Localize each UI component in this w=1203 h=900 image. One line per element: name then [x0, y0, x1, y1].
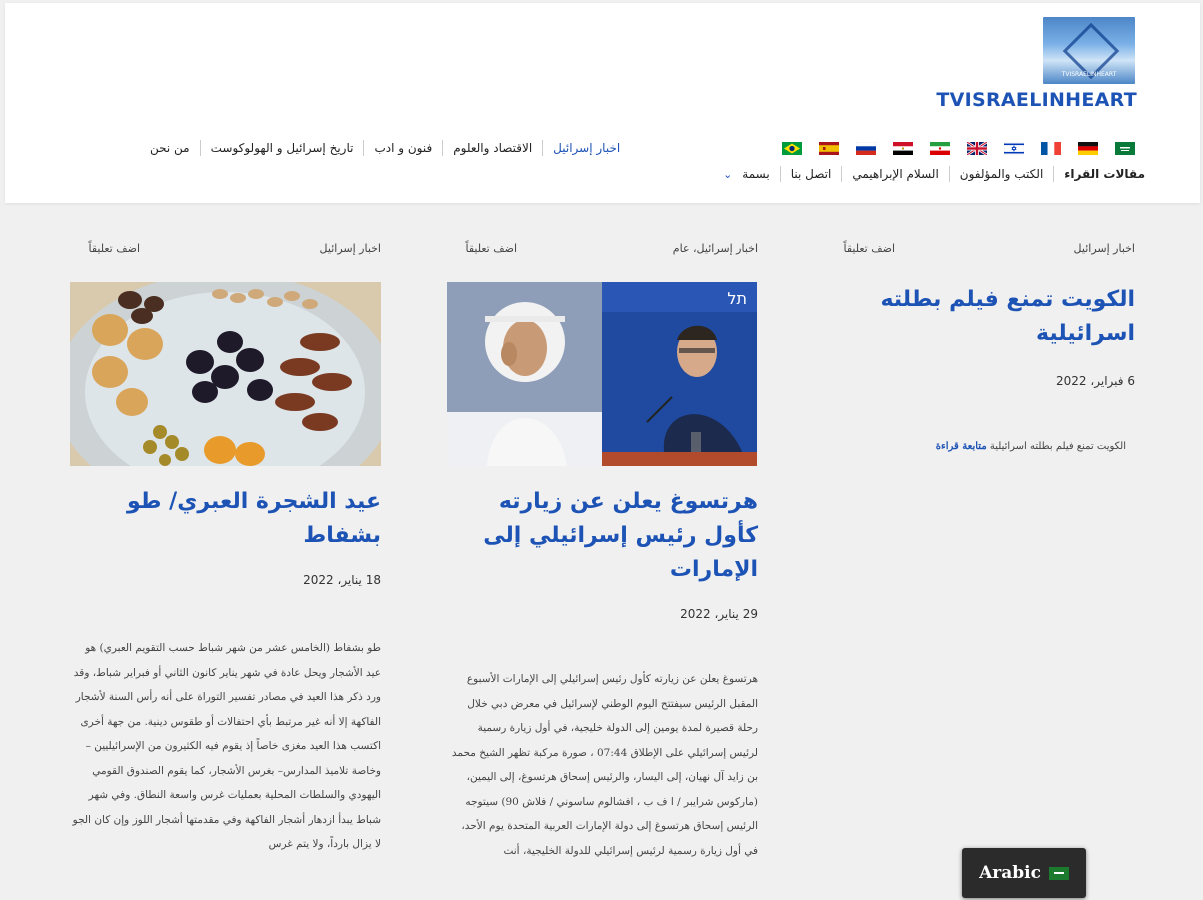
post-category[interactable]: اخبار إسرائيل — [1073, 242, 1135, 255]
svg-text:תל: תל — [727, 289, 747, 308]
add-comment-link[interactable]: اضف تعليقاً — [465, 242, 517, 255]
nav-contact-us[interactable]: اتصل بنا — [790, 167, 832, 181]
nav-divider — [780, 166, 781, 182]
flag-spain-icon[interactable] — [819, 142, 839, 155]
post-excerpt — [836, 435, 1126, 460]
flag-egypt-icon[interactable] — [893, 142, 913, 155]
flag-russia-icon[interactable] — [856, 142, 876, 155]
nav-divider — [442, 140, 443, 156]
herzog-mbz-image — [447, 282, 757, 466]
nav-arts-literature[interactable]: فنون و ادب — [374, 141, 433, 155]
language-label: Arabic — [979, 863, 1041, 883]
read-more-link[interactable]: متابعة قراءة — [935, 441, 987, 452]
post-title[interactable]: عيد الشجرة العبري/ طو بشفاط — [126, 489, 381, 548]
nav-israel-news[interactable]: اخبار إسرائيل — [553, 141, 621, 155]
nav-about-us[interactable]: من نحن — [150, 141, 190, 155]
flag-france-icon[interactable] — [1041, 142, 1061, 155]
nav-divider — [841, 166, 842, 182]
post-excerpt-text: الكويت تمنع فيلم بطلته اسرائيلية — [989, 441, 1126, 452]
main-nav — [150, 140, 620, 156]
flag-saudi-icon — [1049, 867, 1069, 880]
nav-divider — [1053, 166, 1054, 182]
chevron-down-icon[interactable]: ⌄ — [723, 167, 733, 181]
nav-economy-science[interactable]: الاقتصاد والعلوم — [453, 141, 533, 155]
nav-divider — [200, 140, 201, 156]
post-title[interactable]: الكويت تمنع فيلم بطلته اسرائيلية — [880, 287, 1135, 346]
flag-saudi-icon[interactable] — [1115, 142, 1135, 155]
post-excerpt: هرتسوغ يعلن عن زيارته كأول رئيس إسرائيلي إلى الإمارات الأسبوع المقبل الرئيس سيفتتح اليوم الوطني لإسرائيل في معرض دبي خلال رحلة قصيرة لمدة يومين إلى الدولة خليجية، في أول زيارة رسمية لرئيس إسرائيلي على الإطلاق 07:44 ، صورة مركبة تظهر الشيخ محمد بن زايد آل نهيان، إلى اليسار، والرئيس إسحاق هرتسوغ، إلى اليمين، (ماركوس شرايبر / ا ف ب ، افشالوم ساسوني / فلاش 90) سيتوجه الرئيس إسحاق هرتسوغ إلى دولة الإمارات العربية المتحدة يوم الأحد، في أول زيارة رسمية لرئيس إسرائيلي للدولة الخليجية، أنت — [451, 673, 758, 857]
post-date: 6 فبراير، 2022 — [1056, 374, 1135, 388]
nav-abrahamic-peace[interactable]: السلام الإبراهيمي — [852, 167, 939, 181]
flag-uk-icon[interactable] — [967, 142, 987, 155]
flag-brazil-icon[interactable] — [782, 142, 802, 155]
language-switcher-button[interactable] — [962, 848, 1086, 898]
flag-israel-icon[interactable] — [1004, 142, 1024, 155]
post-category[interactable]: اخبار إسرائيل، عام — [672, 242, 758, 255]
nav-basma[interactable]: بسمة — [742, 167, 770, 181]
add-comment-link[interactable]: اضف تعليقاً — [88, 242, 140, 255]
site-title[interactable]: TVISRAELINHEART — [936, 89, 1137, 111]
flag-germany-icon[interactable] — [1078, 142, 1098, 155]
logo-caption: TVISRAELINHEART — [1061, 71, 1117, 78]
flag-iran-icon[interactable] — [930, 142, 950, 155]
secondary-nav — [715, 166, 1145, 182]
nav-reader-articles[interactable]: مقالات القراء — [1064, 167, 1145, 181]
nav-divider — [363, 140, 364, 156]
add-comment-link[interactable]: اضف تعليقاً — [843, 242, 895, 255]
post-category[interactable]: اخبار إسرائيل — [319, 242, 381, 255]
nav-divider — [542, 140, 543, 156]
site-logo[interactable] — [1043, 17, 1135, 84]
post-title[interactable]: هرتسوغ يعلن عن زيارته كأول رئيس إسرائيلي إلى الإمارات — [483, 489, 758, 582]
post-date: 29 يناير، 2022 — [680, 607, 758, 621]
nav-history-holocaust[interactable]: تاريخ إسرائيل و الهولوكوست — [210, 141, 354, 155]
dried-fruit-plate-image — [70, 282, 381, 466]
post-thumbnail[interactable] — [447, 282, 757, 466]
language-flags — [782, 138, 1135, 158]
post-date: 18 يناير، 2022 — [303, 573, 381, 587]
post-thumbnail[interactable] — [70, 282, 381, 466]
nav-books-authors[interactable]: الكتب والمؤلفون — [959, 167, 1044, 181]
nav-divider — [949, 166, 950, 182]
post-excerpt: طو بشفاط (الخامس عشر من شهر شباط حسب التقويم العبري) هو عيد الأشجار ويحل عادة في شهر يناير كانون الثاني أو فبراير شباط، وقد ورد ذكر هذا العيد في مصادر تفسير التوراة على أنه رأس السنة لأشجار الفاكهة إلا أنه غير مرتبط بأي احتفالات أو طقوس دينية. من جهة أخرى اكتسب هذا العيد مغزى خاصاً إذ يقوم فيه الكثيرون من الإسرائيليين –وخاصة تلاميذ المدارس– بغرس الأشجار، كما يقوم الصندوق القومي اليهودي والسلطات المحلية بعمليات غرس واسعة النطاق. وفي شهر شباط يبدأ ازدهار أشجار الفاكهة وفي مقدمتها أشجار اللوز وإن كان الجو لا يزال بارداً، ولا يتم غرس — [72, 642, 381, 850]
